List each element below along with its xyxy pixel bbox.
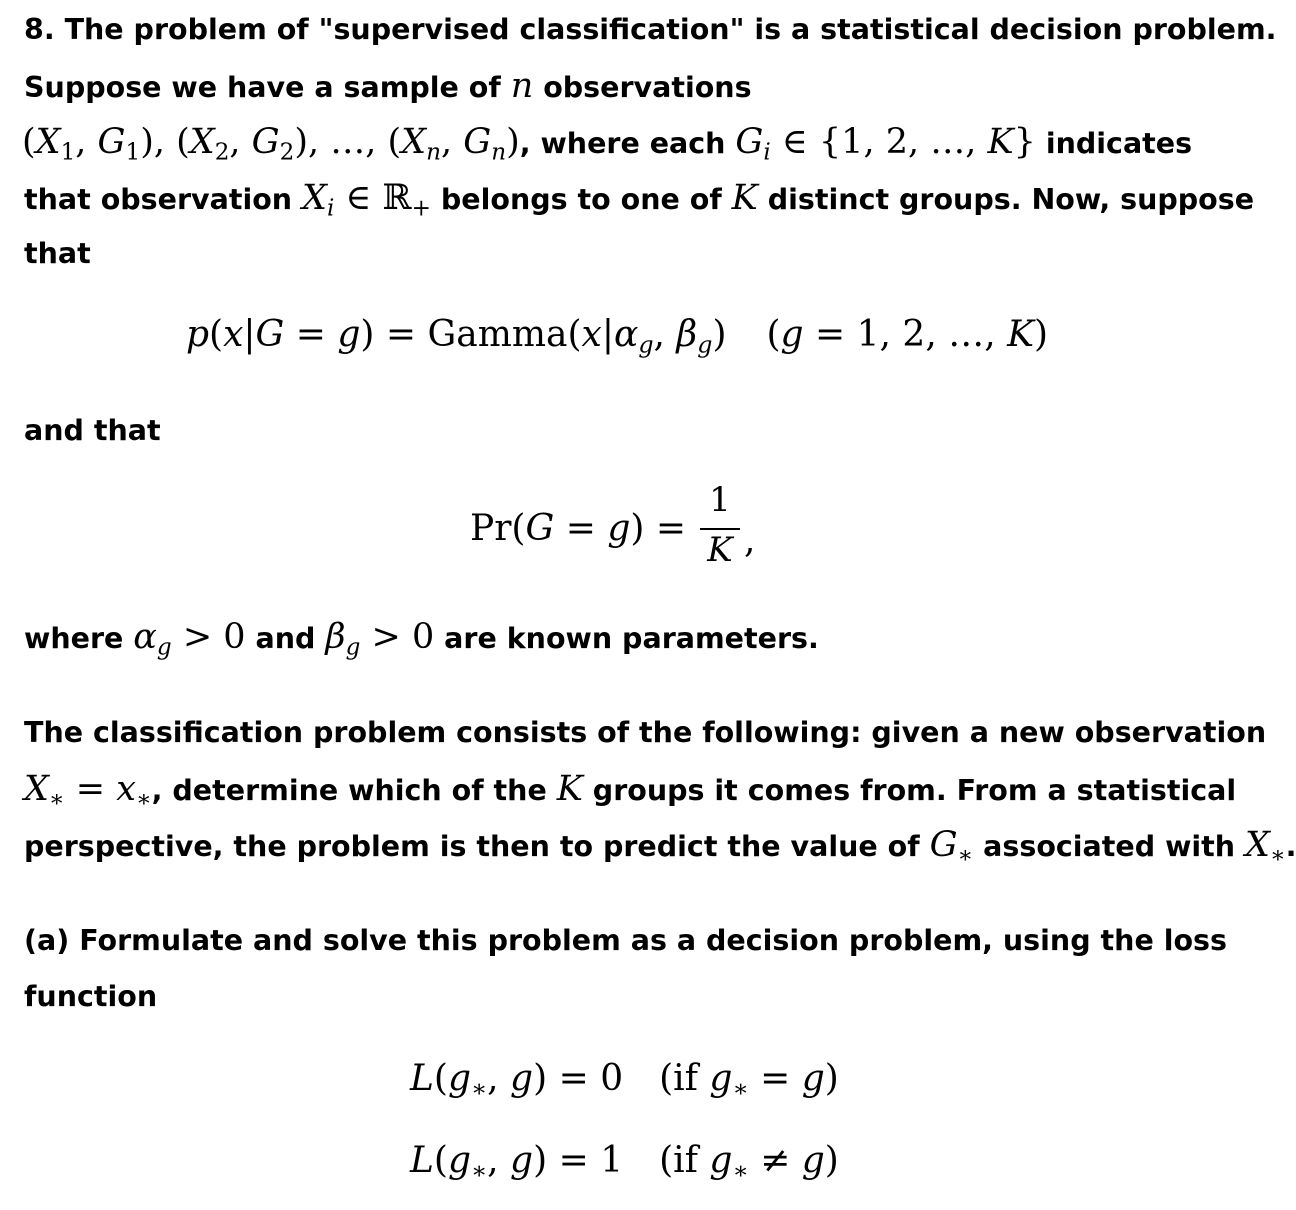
where-each-text: , where each <box>519 127 736 160</box>
problem-heading: 8. The problem of "supervised classification" is a statistical decision problem. <box>24 13 1277 46</box>
math-sample-pairs: ($X_1$, $G_1$), ($X_2$, $G_2$), …, ($X_n$, $G_n$) <box>22 122 520 166</box>
math-gi-set: $G_i$ ∈ {1, 2, …, K} <box>735 122 1036 166</box>
groups-text: groups it comes from. From a statistical <box>582 774 1237 807</box>
math-beta-cond: $\beta_g > 0$ <box>325 617 435 661</box>
prior-numerator: 1 <box>709 480 731 520</box>
associated-text: associated with <box>973 830 1246 863</box>
intro-line-sample <box>24 66 752 108</box>
prior-equation: Pr(G = g) = <box>470 508 687 549</box>
classification-line-3 <box>24 825 1296 867</box>
intro-text-end: observations <box>533 71 752 104</box>
part-a-line-2: function <box>24 980 158 1013</box>
prior-denominator: K <box>707 530 733 570</box>
belongs-text: belongs to one of <box>430 183 732 216</box>
part-a-line-1: (a) Formulate and solve this problem as a decision problem, using the loss <box>24 924 1227 957</box>
intro-text: Suppose we have a sample of <box>24 71 511 104</box>
perspective-text: perspective, the problem is then to predict the value of <box>24 830 930 863</box>
intro-line-groups <box>24 178 1254 220</box>
classification-line-1: The classification problem consists of the following: given a new observation <box>24 716 1267 749</box>
math-new-observation: $X_∗ = x_∗$ <box>24 769 152 813</box>
math-X-star: $X_∗$ <box>1245 825 1286 869</box>
math-n: n <box>510 66 534 106</box>
classification-line-2 <box>24 769 1236 811</box>
prior-comma: , <box>744 520 756 561</box>
that-observation-text: that observation <box>24 183 303 216</box>
known-parameters-text: are known parameters. <box>434 622 819 655</box>
gamma-function-label: Gamma <box>427 314 568 355</box>
likelihood-equation: $p(x|G = g) = Gamma(x|\alpha_g$, $\beta_g$) (g = 1, 2, …, K) <box>186 314 1049 359</box>
math-G-star: $G_∗$ <box>929 825 974 869</box>
parameters-line <box>24 617 819 659</box>
intro-line-pairs <box>22 122 1192 164</box>
distinct-groups-text: distinct groups. Now, suppose <box>757 183 1255 216</box>
math-xi-real: $X_i$ ∈ ℝ$_+$ <box>302 178 431 222</box>
math-alpha-cond: $\alpha_g > 0$ <box>133 617 246 661</box>
period-text: . <box>1285 830 1296 863</box>
where-text: where <box>24 622 134 655</box>
and-that-text: and that <box>24 414 161 447</box>
intro-line-that: that <box>24 237 91 270</box>
loss-equation-1: $L(g_∗$, g) = 0 (if $g_∗ = g$) <box>410 1058 839 1103</box>
determine-text: , determine which of the <box>151 774 557 807</box>
and-text: and <box>245 622 326 655</box>
indicates-text: indicates <box>1035 127 1193 160</box>
math-K: K <box>731 178 758 218</box>
math-K-2: K <box>556 769 583 809</box>
loss-equation-2: $L(g_∗$, g) = 1 (if $g_∗ \ne g$) <box>410 1140 839 1185</box>
